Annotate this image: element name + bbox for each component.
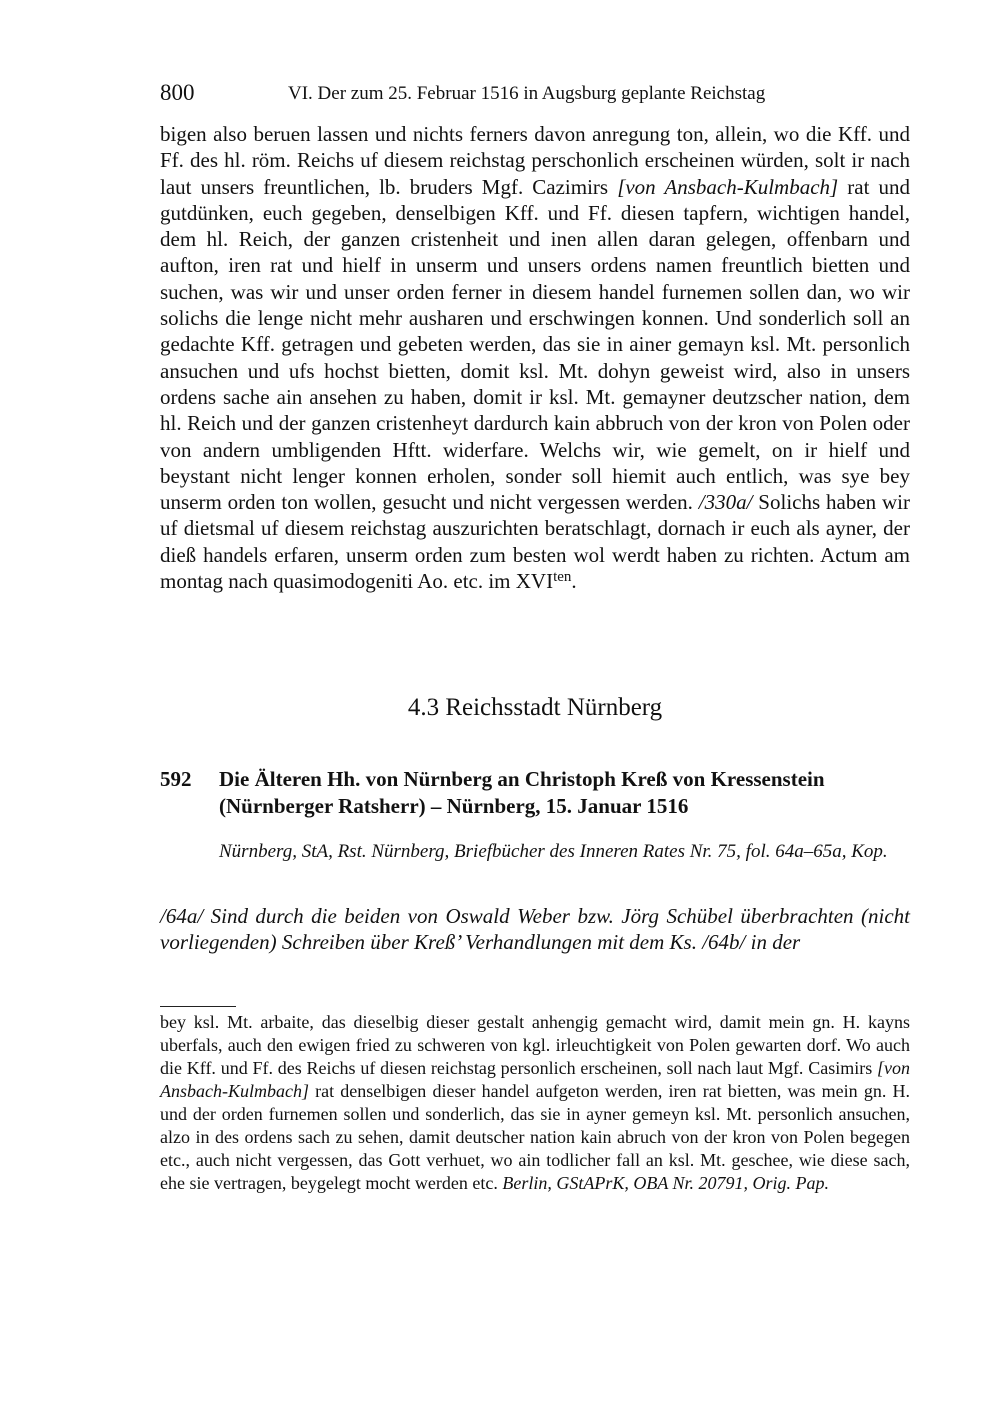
footnote-paragraph [160, 1011, 910, 1195]
main-text-part-2: rat und gutdünken, euch gegeben, denselbigen Kff. und Ff. diesen tapfern, wichtigen handel, dem hl. Reich, der ganzen cristenheit und inen allen daran gelegen, offenbarn und aufton, iren rat und hielf in unserm und unsers ordens namen freuntlich bietten und suchen, was wir und unser orden ferner in diesem handel furnemen sollen dan, wo wir solichs die lenge nicht mehr ausharen und erschwingen konnen. Und sonderlich soll an gedachte Kff. getragen und gebeten werden, das sie in ainer gemayn ksl. Mt. personlich ansuchen und ufs hochst bietten, domit ksl. Mt. dohyn geweist wird, also in unsers ordens sache ain ansehen zu haben, domit ir ksl. Mt. gemayner deutzscher nation, dem hl. Reich und der ganzen cristenheyt dardurch kain abbruch von der kron von Polen oder von andern umbligenden Hftt. widerfare. Welchs wir, wie gemelt, on ir hielf und beystant nicht lenger konnen erholen, sonder soll hiemit auch entlich, was sye bey unserm orden ton wollen, gesucht und nicht vergessen werden. [160, 174, 911, 515]
main-text-end: . [571, 569, 577, 594]
footnote-divider [160, 1006, 236, 1007]
main-text-part-1: bigen also beruen lassen und nichts ferners davon anregung ton, allein, wo die Kff. und Ff. des hl. röm. Reichs uf diesem reichstag perschonlich erscheinen würden, solt ir nach laut unsers freuntlichen, lb. bruders Mgf. Cazimirs [160, 122, 910, 199]
archival-source: Nürnberg, StA, Rst. Nürnberg, Briefbücher des Inneren Rates Nr. 75, fol. 64a–65a, Kop. [219, 841, 888, 862]
page-number: 800 [160, 80, 195, 105]
editorial-note: [von Ansbach-Kulmbach] [617, 174, 839, 199]
regest-text: /64a/ Sind durch die beiden von Oswald Weber bzw. Jörg Schübel überbrachten (nicht vorliegenden) Schreiben über Kreß’ Verhandlungen mit dem Ks. /64b/ in der [160, 904, 910, 955]
folio-marker: /330a/ [698, 490, 753, 515]
footnote-source: Berlin, GStAPrK, OBA Nr. 20791, Orig. Pap. [502, 1173, 830, 1193]
main-text-part-3: Solichs haben wir uf dietsmal uf diesem reichstag auszurichten beratschlagt, dornach ir euch als ayner, der dieß handels erfaren, unserm orden zum besten wol werdt haben zu richten. Actum am montag nach quasimodogeniti Ao. etc. im XVI [160, 490, 911, 594]
section-title: 4.3 Reichsstadt Nürnberg [407, 694, 663, 721]
document-number: 592 [160, 767, 192, 791]
document-title: Die Älteren Hh. von Nürnberg an Christoph Kreß von Kressenstein (Nürnberger Ratsherr) – Nürnberg, 15. Januar 1516 [219, 767, 825, 818]
main-text [160, 121, 910, 594]
main-paragraph [160, 121, 910, 594]
footnote-editorial-note: [von Ansbach-Kulmbach] [160, 1058, 910, 1101]
footnote-text-part-1: bey ksl. Mt. arbaite, das dieselbig dieser gestalt anhengig gemacht wird, damit mein gn. H. kayns uberfals, auch den ewigen fried zu schweren von kgl. irleuchtigkeit von Polen gewarten dorf. Wo auch die Kff. und Ff. des Reichs uf diesen reichstag personlich erscheinen, soll nach laut Mgf. Casimirs [160, 1012, 910, 1078]
page-header [160, 78, 910, 110]
running-head: VI. Der zum 25. Februar 1516 in Augsburg geplante Reichstag [288, 83, 766, 104]
footnote [160, 1011, 910, 1195]
footnote-text-part-2: rat denselbigen dieser handel aufgeton werden, iren rat bietten, was mein gn. H. und der orden furnemen sollen und sonderlich, das sie in ayner gemeyn ksl. Mt. personlich ansuchen, alzo in des ordens sach zu sehen, damit deutscher nation kain abruch von der kron von Polen begegen etc., auch nicht vergessen, das Gott verhuet, wo ain todlicher fall an ksl. Mt. geschee, wie diese sach, ehe sie vertragen, beygelegt mocht werden etc. [160, 1081, 910, 1193]
superscript-ten: ten [553, 569, 572, 586]
